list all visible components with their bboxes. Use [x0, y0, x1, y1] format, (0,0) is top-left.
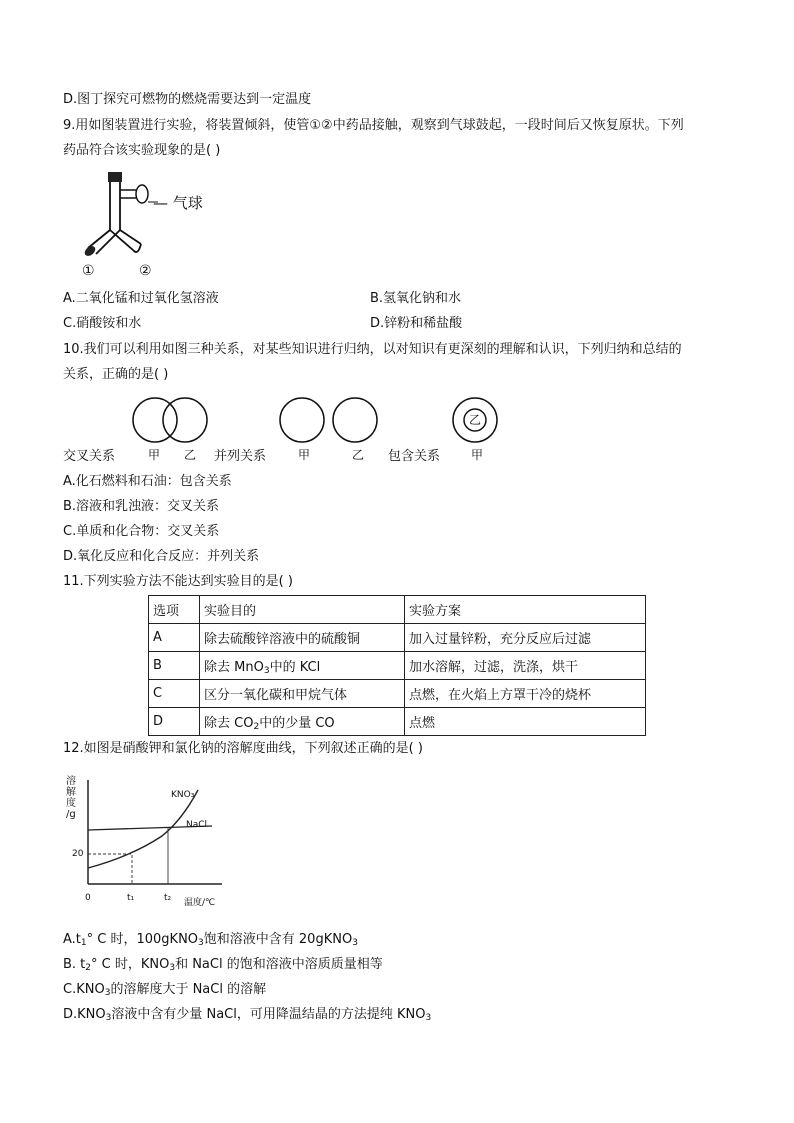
q12-option-c: $C.KNO_3$的溶解度大于 NaCl 的溶解 [63, 982, 267, 998]
t1-guide [88, 854, 132, 884]
row-goal: 除去硫酸锌溶液中的硫酸铜 [200, 624, 405, 652]
relation-diagrams [120, 395, 510, 449]
q10-stem-line1: 10.我们可以利用如图三种关系，对某些知识进行归纳，以对知识有更深刻的理解和认识，下列归纳和总结的 [63, 342, 682, 357]
q12-option-a: $A.t_1^\circ$ C 时，100gKNO$_3$饱和溶液中含有 20gKNO$_3$ [63, 932, 358, 948]
parallel-jia-label: 甲 [298, 448, 311, 462]
row-goal: 除去 $CO_2$中的少量 CO [200, 708, 405, 736]
cross-yi-label: 乙 [184, 448, 197, 462]
q12-stem: 12.如图是硝酸钾和氯化钠的溶解度曲线，下列叙述正确的是( ) [63, 741, 423, 756]
parallel-circle-yi [333, 398, 377, 442]
tube-1-label: ① [82, 263, 95, 279]
parallel-relation-label: 并列关系 [214, 449, 267, 464]
q10-option-b: B.溶液和乳浊液：交叉关系 [63, 499, 220, 514]
cross-jia-label: 甲 [148, 448, 161, 462]
header-option: 选项 [149, 596, 200, 624]
contain-jia-label: 甲 [471, 448, 484, 462]
row-plan: 加入过量锌粉，充分反应后过滤 [405, 624, 646, 652]
stopper [108, 172, 122, 182]
q10-option-d: D.氧化反应和化合反应：并列关系 [63, 549, 260, 564]
y-tick-20: 20 [72, 849, 84, 859]
cross-relation-label: 交叉关系 [63, 449, 116, 464]
table-row [149, 652, 646, 680]
parallel-yi-label: 乙 [352, 448, 365, 462]
t1-label: t₁ [127, 893, 135, 903]
tube-arm-2 [110, 230, 141, 250]
row-plan: 点燃 [405, 708, 646, 736]
row-option: B [149, 652, 200, 680]
q12-option-b: B. $t_2^\circ$ C 时，$KNO_3$和 NaCl 的饱和溶液中溶质质量相等 [63, 957, 383, 973]
cross-circle-yi [163, 398, 207, 442]
table-row [149, 680, 646, 708]
q9-option-d: D.锌粉和稀盐酸 [370, 316, 463, 331]
row-plan: 点燃，在火焰上方罩干冷的烧杯 [405, 680, 646, 708]
t2-label: t₂ [164, 893, 172, 903]
table-header-row [149, 596, 646, 624]
row-option: D [149, 708, 200, 736]
balloon [136, 185, 148, 203]
header-goal: 实验目的 [200, 596, 405, 624]
row-option: C [149, 680, 200, 708]
q11-stem: 11.下列实验方法不能达到实验目的是( ) [63, 574, 293, 589]
kno3-label: KNO₃ [171, 790, 195, 800]
balloon-label: — 气球 [153, 194, 203, 212]
parallel-circle-jia [280, 398, 324, 442]
q9-option-a: A.二氧化锰和过氧化氢溶液 [63, 291, 219, 306]
table-row [149, 624, 646, 652]
cross-circle-jia [133, 398, 177, 442]
solubility-chart [62, 772, 242, 912]
tube-branch [120, 190, 136, 198]
header-plan: 实验方案 [405, 596, 646, 624]
table-row [149, 708, 646, 736]
row-plan: 加水溶解，过滤，洗涤，烘干 [405, 652, 646, 680]
x-axis-label: 温度/℃ [184, 898, 216, 908]
row-goal: 除去 MnO$_3$中的 KCl [200, 652, 405, 680]
q10-option-c: C.单质和化合物：交叉关系 [63, 524, 220, 539]
q9-option-b: B.氢氧化钠和水 [370, 291, 462, 306]
tube-vertical [110, 182, 120, 230]
q10-stem-line2: 关系，正确的是( ) [63, 367, 169, 382]
q9-stem-line2: 药品符合该实验现象的是( ) [63, 143, 221, 158]
q10-option-a: A.化石燃料和石油：包含关系 [63, 474, 232, 489]
q8-option-d: D.图丁探究可燃物的燃烧需要达到一定温度 [63, 92, 312, 107]
q9-option-c: C.硝酸铵和水 [63, 316, 142, 331]
row-goal: 区分一氧化碳和甲烷气体 [200, 680, 405, 708]
contain-relation-label: 包含关系 [388, 449, 441, 464]
y-axis-label: 溶 解 度 /g [66, 776, 76, 820]
experiment-table [148, 595, 646, 736]
q9-stem-line1: 9.用如图装置进行实验，将装置倾斜，使管①②中药品接触，观察到气球鼓起，一段时间后又恢复原状。下列 [63, 118, 684, 133]
row-option: A [149, 624, 200, 652]
q12-option-d: $D.KNO_3$溶液中含有少量 NaCl，可用降温结晶的方法提纯 $KNO_3$ [63, 1007, 432, 1023]
tube-2-label: ② [139, 263, 152, 279]
contain-inner-label: 乙 [469, 413, 482, 427]
origin-label: 0 [85, 893, 91, 903]
nacl-label: NaCl [186, 820, 208, 830]
